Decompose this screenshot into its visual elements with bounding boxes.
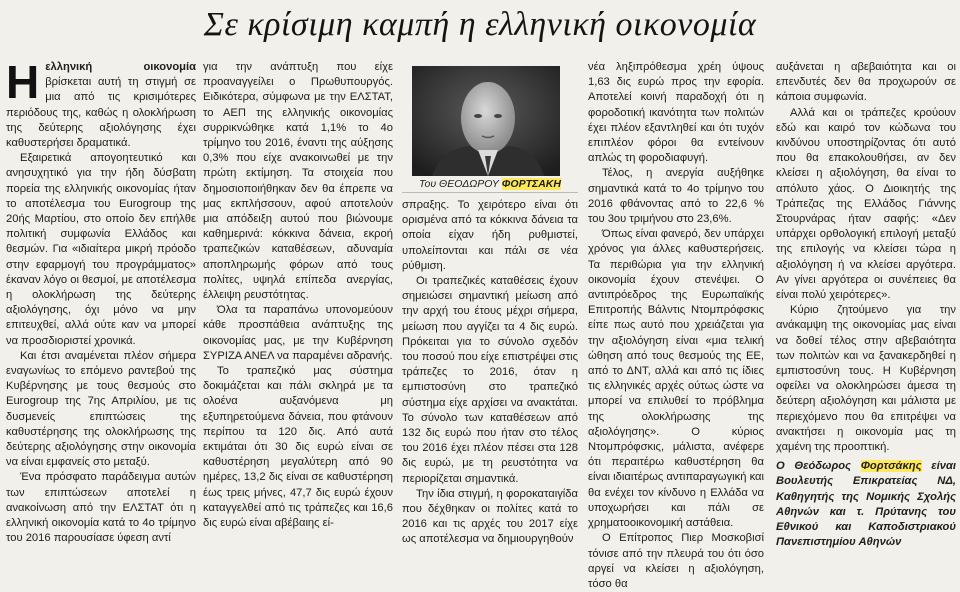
paragraph-continued: νέα ληξιπρόθεσμα χρέη ύψους 1,63 δις ευρώ προς την εφορία. Αποτελεί κοινή παραδοχή ότι η φοροδοτική ικανότητα των πολιτών έχει πλέον εξαντληθεί και ότι τυχόν επιπλέον φόροι θα εντείνουν απλώς τη φοροδιαφυγή. bbox=[588, 61, 764, 165]
paragraph: Αλλά και οι τράπεζες κρούουν εδώ και καιρό τον κώδωνα του κινδύνου υποστηρίζοντας ότι αυτό που θα επακολουθήσει, αν δεν κλείσει η αξιολόγηση, θα είναι το απόλυτο χάος. Ο Διοικητής της Τράπεζας της Ελλάδος Γιάννης Στουρνάρας ήταν σαφής: «Δεν υπάρχει ορθολογική επιλογή μεταξύ της επιλογής να κλείσει τώρα η αξιολόγηση ή να κλείσει αργότερα. Αν γίνει αργότερα οι συνέπειες θα είναι πολύ χειρότερες». bbox=[776, 106, 956, 302]
paragraph: Εξαιρετικά απογοητευτικό και ανησυχητικό για την ήδη δύσβατη πορεία της ελληνικής οικονομίας ήταν το αποτέλεσμα του Eurogroup της 20ής Μαρτίου, στο οποίο δεν επήλθε πολιτική συμφωνία Ελλάδος και θεσμών. Για «ιδιαίτερα μικρή πρόοδο στην εφαρμογή του προγράμματος» έκαναν λόγο οι θεσμοί, με αποτέλεσμα η ολοκλήρωση της δεύτερης αξιολόγησης, όχι μόνο να μην επιτευχθεί, αλλά ούτε καν να μπορεί να προσδιοριστεί χρονικά. bbox=[6, 152, 196, 347]
author-photo bbox=[412, 66, 560, 176]
paragraph: Οι τραπεζικές καταθέσεις έχουν σημειώσει σημαντική μείωση από την αρχή του έτους μέχρι σήμερα, μείωση που αγγίζει τα 4 δις ευρώ. Πρόκειται για το σύνολο σχεδόν του ποσού που είχε επιστρέψει στις τράπεζες το 2016, όταν η εμπιστοσύνη στο τραπεζικό σύστημα είχε αρχίσει να ανακτάται. Το σύνολο των καταθέσεων από 132 δις ευρώ που ήταν στο τέλος του 2016 έχει πλέον πέσει στα 128 δις ευρώ, με τη ρευστότητα να περιορίζεται σημαντικά. bbox=[402, 275, 578, 485]
bio-text: είναι Βουλευτής Επικρατείας ΝΔ, Καθηγητής της Νομικής Σχολής Αθηνών και τ. Πρύτανης του Εθνικού και Καποδιστριακού Πανεπιστημίου Αθηνών bbox=[776, 460, 956, 549]
lead-keyword: ελληνική οικονομία bbox=[45, 61, 196, 73]
paragraph: Όλα τα παραπάνω υπονομεύουν κάθε προσπάθεια ανάπτυξης της οικονομίας μας, με την Κυβέρνηση ΣΥΡΙΖΑ ΑΝΕΛ να παραμένει αδρανής. bbox=[203, 304, 393, 362]
paragraph: Την ίδια στιγμή, η φοροκαταιγίδα που δέχθηκαν οι πολίτες κατά το 2016 και τις αρχές του 2017 είχε ως αποτέλεσμα να δημιουργηθούν bbox=[402, 487, 578, 546]
lead-text: βρίσκεται αυτή τη στιγμή σε μια από τις κρισιμότερες περιόδους της, καθώς η ολοκλήρωση της δεύτερης αξιολόγησης έχει καθυστερήσει δραματικά. bbox=[6, 76, 196, 150]
bio-prefix: Ο Θεόδωρος bbox=[776, 460, 861, 473]
paragraph-continued: για την ανάπτυξη που είχε προαναγγείλει ο Πρωθυπουργός. Ειδικότερα, σύμφωνα με την ΕΛΣΤΑΤ, το ΑΕΠ της ελληνικής οικονομίας συρρικνώθηκε κατά 1,1% το 4ο τρίμηνο του 2016, έναντι της αύξησης 0,3% που είχε ανακοινωθεί με την πρώτη εκτίμηση. Τα στοιχεία που δημοσιοποιήθηκαν δεν θα έπρεπε να μας εκπλήσσουν, αφού αποτελούν μια απόδειξη αυτού που βιώνουμε καθημερινά: κόκκινα δάνεια, εκροή τραπεζικών καταθέσεων, αδυναμία αποπληρωμής φόρων από τους πολίτες, υψηλά επίπεδα ανεργίας, έλλειψη ρευστότητας. bbox=[203, 61, 393, 302]
byline-prefix: Του ΘΕΟΔΩΡΟΥ bbox=[419, 178, 502, 190]
bio-author-name: Φορτσάκης bbox=[860, 460, 922, 473]
article-column-1 bbox=[6, 56, 196, 545]
paragraph: Το τραπεζικό μας σύστημα δοκιμάζεται και πάλι σκληρά με τα ολοένα αυξανόμενα μη εξυπηρετούμενα δάνεια, που φτάνουν περίπου τα 120 δις. Από αυτά εκτιμάται ότι 30 δις ευρώ είναι σε καθυστέρηση μεγαλύτερη από 90 ημέρες, 13,2 δις είναι σε καθυστέρηση έως τρεις μήνες, 47,7 δις ευρώ έχουν καταγγελθεί από τις τράπεζες και 16,6 δις ευρώ είναι αβέβαιης εί- bbox=[203, 365, 393, 530]
paragraph: Όπως είναι φανερό, δεν υπάρχει χρόνος για άλλες καθυστερήσεις. Τα περιθώρια για την ελληνική οικονομία έχουν στενέψει. Ο αντιπρόεδρος της Ευρωπαϊκής Επιτροπής Βάλντις Ντομπρόφσκις είπε πως αυτό που χρειάζεται για την αξιολόγηση είναι «μια τελική ώθηση από τους θεσμούς της ΕΕ, από το ΔΝΤ, αλλά και από τις ίδιες τις ελληνικές αρχές ούτως ώστε να μπορεί να επιλυθεί το πρόβλημα της ολοκλήρωσης της αξιολόγησης». Ο κύριος Ντομπρόφσκις, μάλιστα, ανέφερε ότι περαιτέρω καθυστέρηση θα είναι ιδιαιτέρως αντιπαραγωγική και θα ενέχει τον κίνδυνο η Ελλάδα να υποχωρήσει και πάλι σε χρηματοοικονομική αστάθεια. bbox=[588, 228, 764, 530]
author-bio bbox=[776, 459, 956, 550]
paragraph: Ένα πρόσφατο παράδειγμα αυτών των επιπτώσεων αποτελεί η ανακοίνωση από την ΕΛΣΤΑΤ ότι η ελληνική οικονομία κατά το 4ο τρίμηνο του 2016 παρουσίασε ύφεση αντί bbox=[6, 471, 196, 545]
article-column-4 bbox=[588, 60, 764, 590]
paragraph: Και έτσι αναμένεται πλέον σήμερα εναγωνίως το επόμενο ραντεβού της Κυβέρνησης με τους θεσμούς στο Eurogroup της 7ης Απριλίου, με τις δυσμενείς επιπτώσεις της καθυστέρησης της ολοκλήρωσης της δεύτερης αξιολόγησης στην οικονομία να είναι εμφανείς στο μεταξύ. bbox=[6, 349, 196, 469]
paragraph: Κύριο ζητούμενο για την ανάκαμψη της οικονομίας μας είναι να δοθεί τέλος στην αβεβαιότητα των πολιτών και να ξανακερδηθεί η εμπιστοσύνη τους. Η Κυβέρνηση οφείλει να ολοκληρώσει άμεσα τη δεύτερη αξιολόγηση και μάλιστα με περιεχόμενο που θα επιτρέψει να ανακτήσει η οικονομία μας τη χαμένη της προοπτική. bbox=[776, 304, 956, 454]
article-column-2 bbox=[203, 60, 393, 528]
lead-paragraph bbox=[6, 56, 196, 151]
paragraph: Ο Επίτροπος Πιερ Μοσκοβισί τόνισε από την πλευρά του ότι όσο αργεί να κλείσει η αξιολόγηση, τόσο θα bbox=[588, 532, 764, 590]
paragraph-continued: σπραξης. Το χειρότερο είναι ότι ορισμένα από τα κόκκινα δάνεια τα οποία είχαν ήδη ρυθμιστεί, υπολείπονται και πάλι σε νέα ρύθμιση. bbox=[402, 199, 578, 272]
drop-cap: Η bbox=[6, 56, 40, 108]
article-column-5 bbox=[776, 60, 956, 549]
paragraph-continued: αυξάνεται η αβεβαιότητα και οι επενδυτές δεν θα προχωρούν σε κάποια συμφωνία. bbox=[776, 61, 956, 104]
author-portrait-image bbox=[412, 66, 560, 176]
byline bbox=[402, 178, 578, 193]
article-column-3 bbox=[402, 198, 578, 546]
byline-author-name: ΦΟΡΤΣΑΚΗ bbox=[501, 178, 561, 190]
paragraph: Τέλος, η ανεργία αυξήθηκε σημαντικά κατά το 4ο τρίμηνο του 2016 φθάνοντας από το 22,6 % του 3ου τριμήνου στο 23,6%. bbox=[588, 167, 764, 226]
article-title: Σε κρίσιμη καμπή η ελληνική οικονομία bbox=[203, 6, 757, 43]
